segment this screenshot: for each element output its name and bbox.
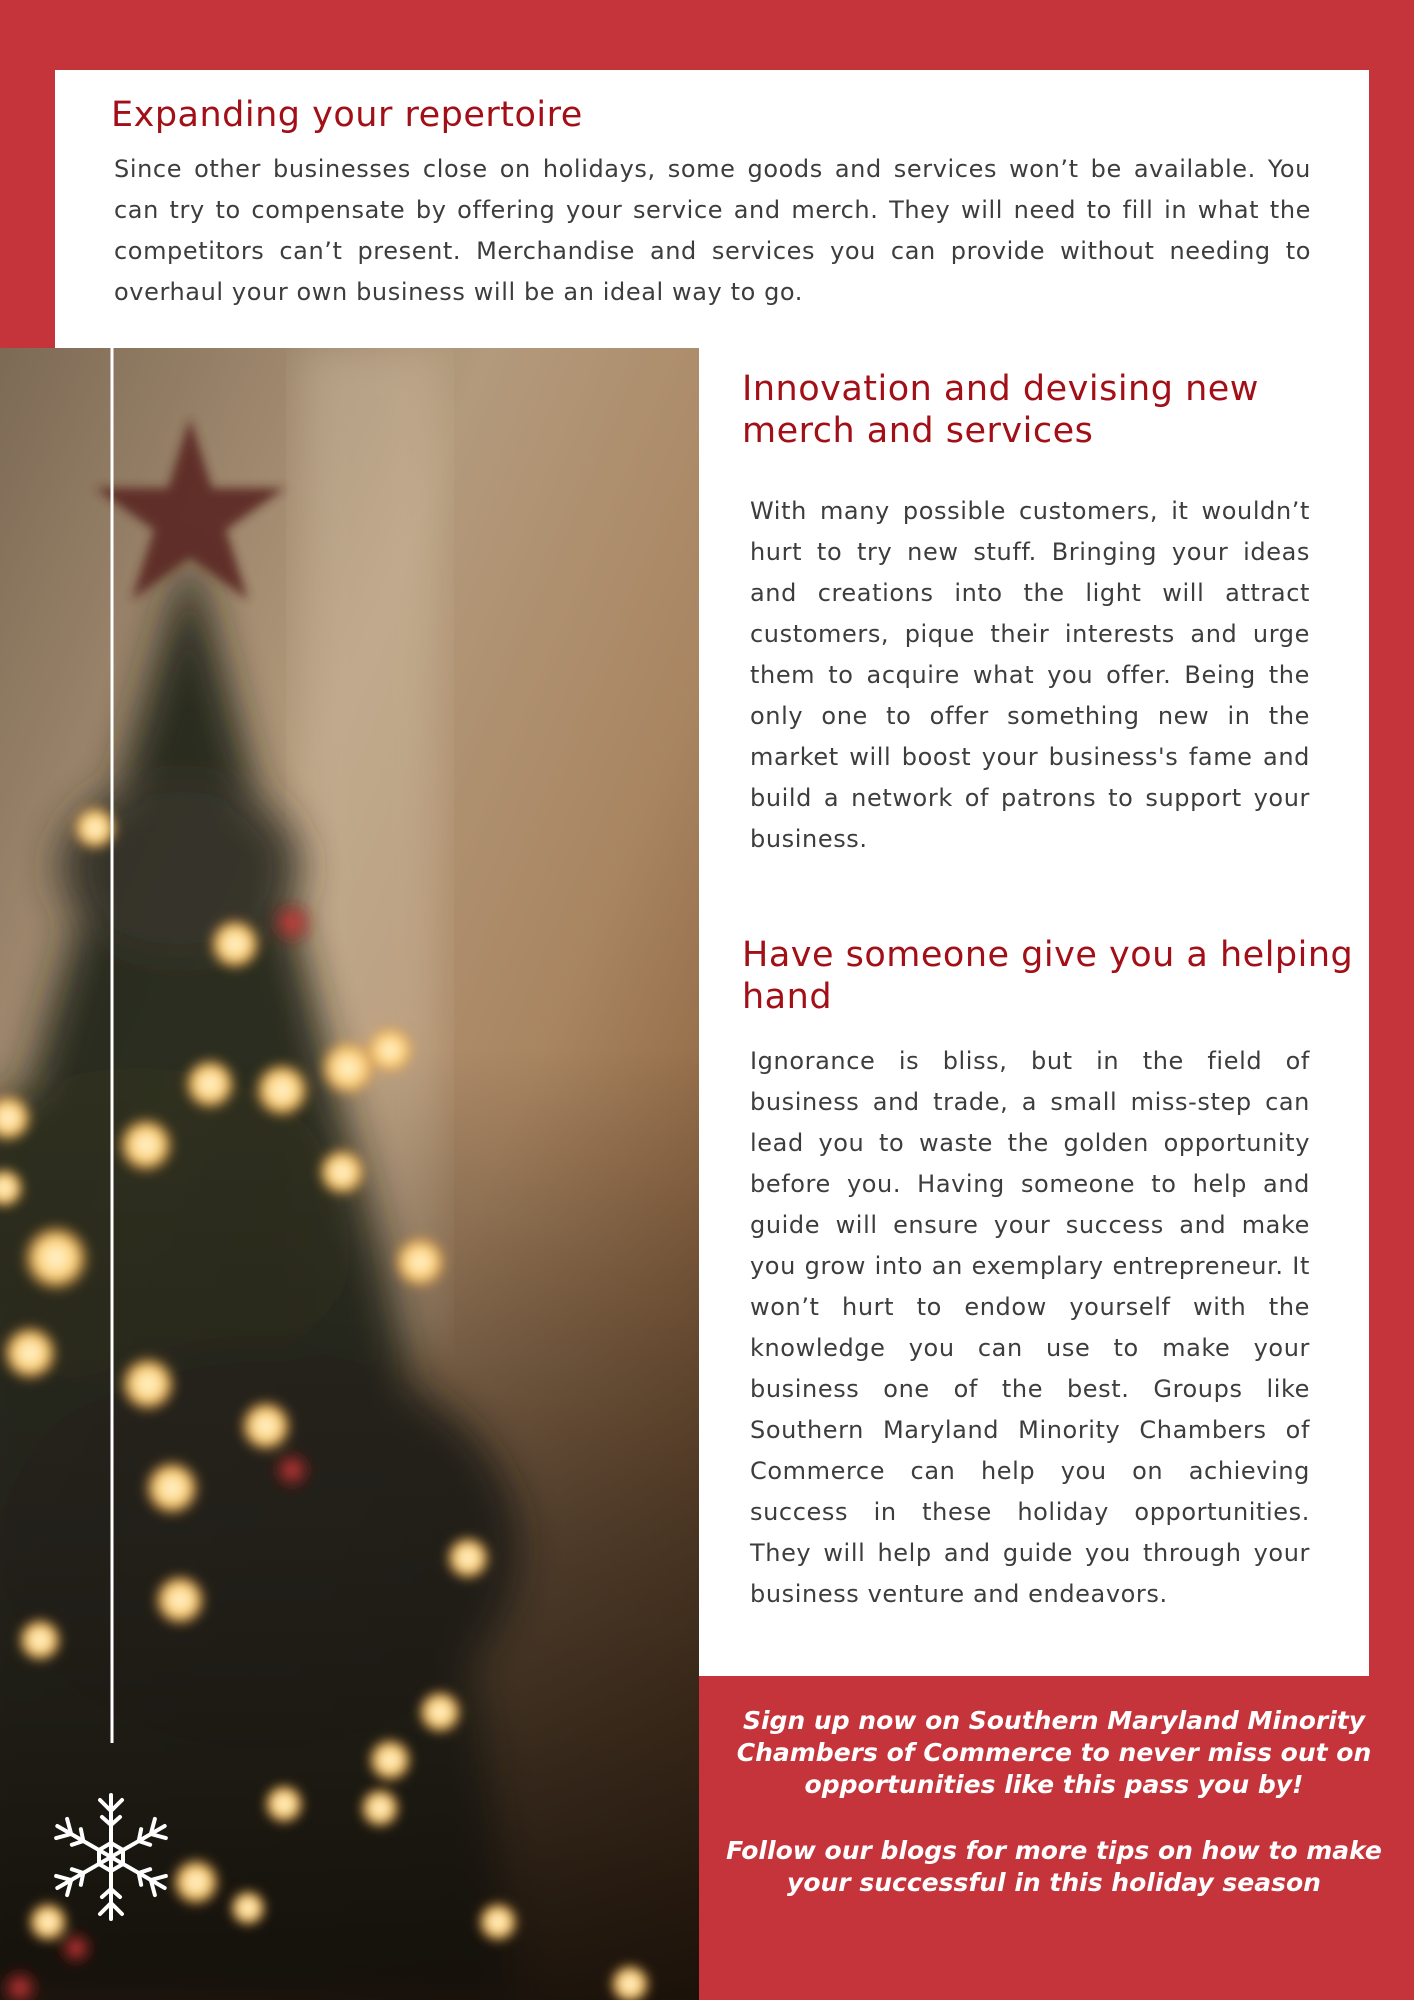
body-expanding-repertoire: Since other businesses close on holidays, some goods and services won’t be available. You can try to compensate by offering your service and merch. They will need to fill in what the competitors can’t present. Merchandise and services you can provide without needing to overhaul your own business will be an ideal way to go. bbox=[114, 155, 1311, 306]
heading-expanding-repertoire: Expanding your repertoire bbox=[111, 95, 583, 135]
christmas-tree-photo bbox=[0, 348, 699, 2000]
cta-signup: Sign up now on Southern Maryland Minority Chambers of Commerce to never miss out on opportunities like this pass you by! bbox=[736, 1706, 1372, 1799]
body-innovation: With many possible customers, it wouldn’t hurt to try new stuff. Bringing your ideas and creations into the light will attract customers, pique their interests and urge them to acquire what you offer. Being the only one to offer something new in the market will boost your business's fame and build a network of patrons to support your business. bbox=[750, 497, 1310, 853]
heading-helping-hand: Have someone give you a helping hand bbox=[742, 935, 1354, 1017]
cta-follow-blogs: Follow our blogs for more tips on how to make your successful in this holiday season bbox=[726, 1836, 1382, 1897]
heading-innovation: Innovation and devising new merch and services bbox=[742, 369, 1259, 451]
body-helping-hand: Ignorance is bliss, but in the field of business and trade, a small miss-step can lead you to waste the golden opportunity before you. Having someone to help and guide will ensure your success and make you grow into an exemplary entrepreneur. It won’t hurt to endow yourself with the knowledge you can use to make your business one of the best. Groups like Southern Maryland Minority Chambers of Commerce can help you on achieving success in these holiday opportunities. They will help and guide you through your business venture and endeavors. bbox=[750, 1047, 1310, 1608]
snowflake-icon bbox=[46, 1787, 176, 1927]
